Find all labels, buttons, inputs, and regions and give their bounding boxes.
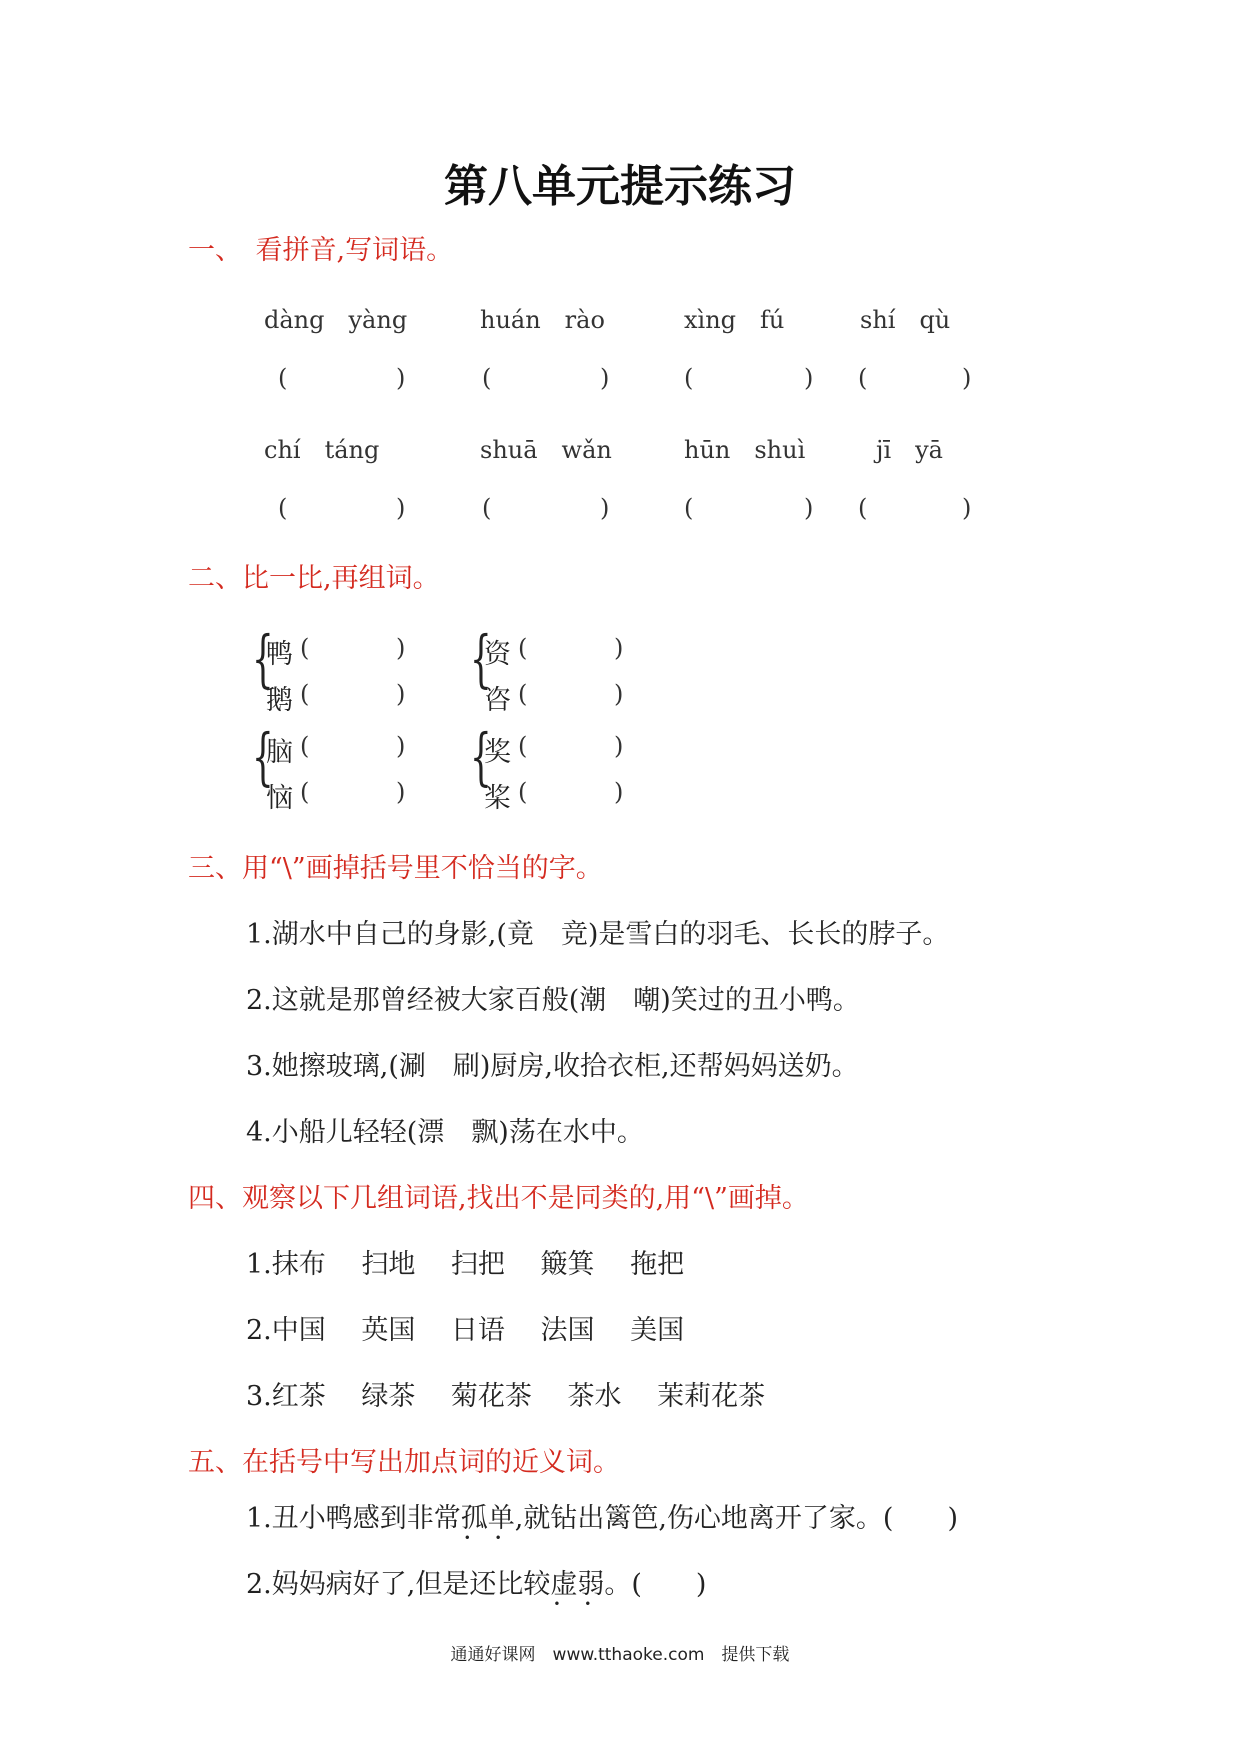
dotted-word-text: 孤单 xyxy=(460,1503,515,1534)
emphasis-dots: • • xyxy=(463,1531,512,1545)
answer-paren-open: ( xyxy=(300,732,310,760)
pinyin-item: jī yā xyxy=(876,436,943,464)
pinyin-item: shí qù xyxy=(860,306,951,334)
answer-paren-open: ( xyxy=(300,634,310,662)
answer-paren-open: ( xyxy=(300,680,310,708)
item-text: ,就钻出篱笆,伤心地离开了家。( ) xyxy=(514,1503,958,1534)
dotted-word xyxy=(460,1496,515,1545)
compare-char: 咨 xyxy=(484,685,511,716)
answer-paren-open: ( xyxy=(684,494,694,522)
answer-paren-close: ) xyxy=(396,732,406,760)
dotted-word xyxy=(550,1562,605,1611)
compare-char: 脑 xyxy=(266,737,293,768)
answer-paren-close: ) xyxy=(396,778,406,806)
section-1-heading: 一、 看拼音,写词语。 xyxy=(188,235,454,266)
emphasis-dots: • • xyxy=(553,1597,602,1611)
pinyin-item: chí táng xyxy=(264,436,380,464)
answer-paren-open: ( xyxy=(278,364,288,392)
answer-paren-close: ) xyxy=(600,364,610,392)
answer-paren-close: ) xyxy=(804,364,814,392)
footer-credit: 通通好课网 www.tthaoke.com 提供下载 xyxy=(450,1645,790,1665)
pinyin-item: shuā wǎn xyxy=(480,436,612,464)
item-text: 1.丑小鸭感到非常 xyxy=(246,1503,461,1534)
answer-paren-close: ) xyxy=(614,778,624,806)
exercise-item: 1.湖水中自己的身影,(竟 竞)是雪白的羽毛、长长的脖子。 xyxy=(246,919,950,950)
exercise-item: 3.她擦玻璃,(涮 刷)厨房,收拾衣柜,还帮妈妈送奶。 xyxy=(246,1051,859,1082)
answer-paren-close: ) xyxy=(396,634,406,662)
exercise-item xyxy=(246,1562,707,1611)
pinyin-item: huán rào xyxy=(480,306,605,334)
answer-paren-close: ) xyxy=(600,494,610,522)
dotted-word-text: 虚弱 xyxy=(550,1569,605,1600)
answer-paren-open: ( xyxy=(300,778,310,806)
answer-paren-close: ) xyxy=(962,494,972,522)
brace-icon: { xyxy=(470,720,492,793)
compare-char: 奖 xyxy=(484,737,511,768)
answer-paren-open: ( xyxy=(518,732,528,760)
answer-paren-open: ( xyxy=(518,634,528,662)
pinyin-item: dàng yàng xyxy=(264,306,408,334)
answer-paren-close: ) xyxy=(962,364,972,392)
brace-icon: { xyxy=(252,720,274,793)
answer-paren-close: ) xyxy=(614,732,624,760)
brace-icon: { xyxy=(252,622,274,695)
exercise-item: 1.抹布 扫地 扫把 簸箕 拖把 xyxy=(246,1249,685,1280)
exercise-item xyxy=(246,1496,958,1545)
item-text: 。( ) xyxy=(604,1569,707,1600)
answer-paren-open: ( xyxy=(482,494,492,522)
answer-paren-close: ) xyxy=(396,494,406,522)
answer-paren-open: ( xyxy=(518,778,528,806)
section-4-heading: 四、观察以下几组词语,找出不是同类的,用“\”画掉。 xyxy=(188,1183,809,1214)
answer-paren-open: ( xyxy=(278,494,288,522)
pinyin-item: hūn shuì xyxy=(684,436,806,464)
answer-paren-open: ( xyxy=(684,364,694,392)
compare-char: 鹅 xyxy=(266,685,293,716)
item-text: 2.妈妈病好了,但是还比较 xyxy=(246,1569,551,1600)
exercise-item: 3.红茶 绿茶 菊花茶 茶水 茉莉花茶 xyxy=(246,1381,766,1412)
answer-paren-close: ) xyxy=(614,680,624,708)
section-3-heading: 三、用“\”画掉括号里不恰当的字。 xyxy=(188,853,603,884)
answer-paren-open: ( xyxy=(518,680,528,708)
compare-char: 资 xyxy=(484,639,511,670)
section-5-heading: 五、在括号中写出加点词的近义词。 xyxy=(188,1447,620,1478)
answer-paren-open: ( xyxy=(482,364,492,392)
answer-paren-close: ) xyxy=(396,364,406,392)
section-2-heading: 二、比一比,再组词。 xyxy=(188,563,440,594)
exercise-item: 2.中国 英国 日语 法国 美国 xyxy=(246,1315,685,1346)
pinyin-item: xìng fú xyxy=(684,306,785,334)
answer-paren-open: ( xyxy=(858,364,868,392)
brace-icon: { xyxy=(470,622,492,695)
answer-paren-close: ) xyxy=(396,680,406,708)
page-title: 第八单元提示练习 xyxy=(444,161,796,212)
compare-char: 桨 xyxy=(484,783,511,814)
answer-paren-close: ) xyxy=(614,634,624,662)
exercise-item: 4.小船儿轻轻(漂 飘)荡在水中。 xyxy=(246,1117,644,1148)
compare-char: 恼 xyxy=(266,783,293,814)
compare-char: 鸭 xyxy=(266,639,293,670)
exercise-item: 2.这就是那曾经被大家百般(潮 嘲)笑过的丑小鸭。 xyxy=(246,985,860,1016)
answer-paren-close: ) xyxy=(804,494,814,522)
answer-paren-open: ( xyxy=(858,494,868,522)
